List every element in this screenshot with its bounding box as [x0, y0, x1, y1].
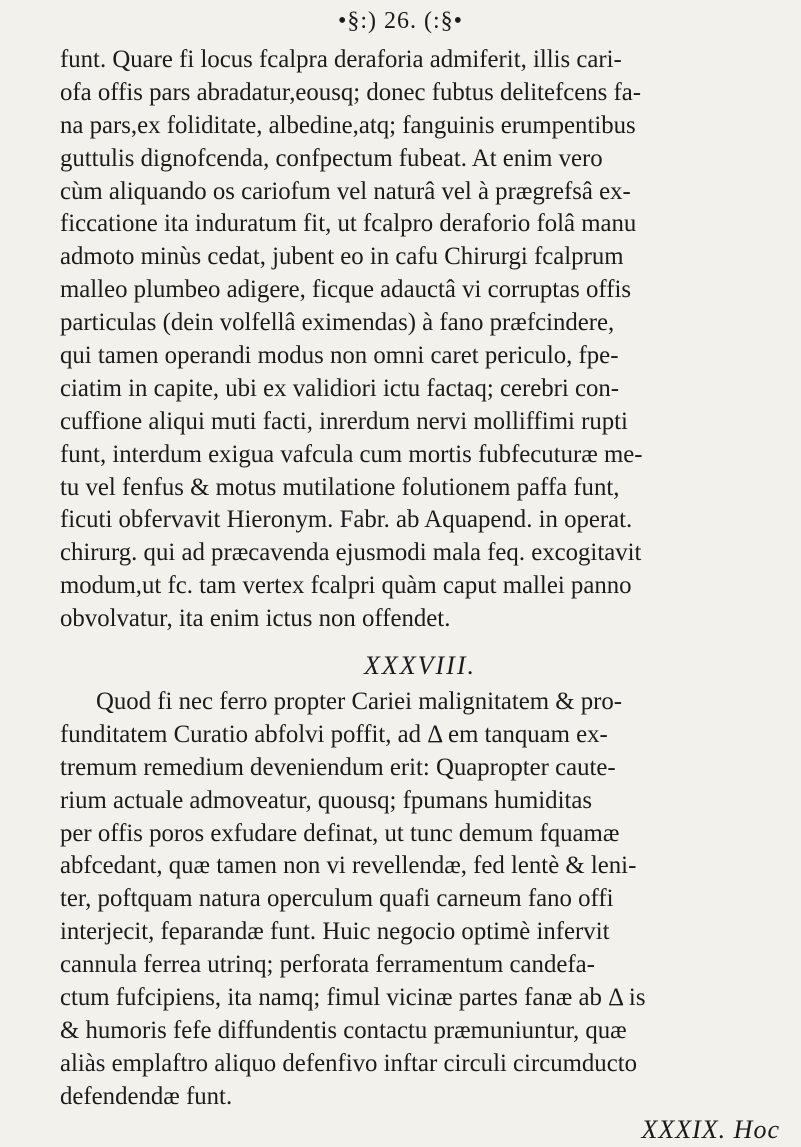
text-line: cuffione aliqui muti facti, inrerdum nervi molliffimi rupti: [60, 407, 628, 435]
text-line: chirurg. qui ad præcavenda ejusmodi mala feq. excogitavit: [60, 539, 642, 567]
text-line: funditatem Curatio abfolvi poffit, ad Δ em tanquam ex-: [60, 720, 608, 748]
text-line: funt, interdum exigua vafcula cum mortis fubfecuturæ me-: [60, 440, 643, 468]
text-line: modum,ut fc. tam vertex fcalpri quàm caput mallei panno: [60, 572, 632, 600]
text-line: malleo plumbeo adigere, ficque adauctâ vi corruptas offis: [60, 276, 632, 304]
text-line: interjecit, feparandæ funt. Huic negocio optimè infervit: [60, 918, 610, 946]
running-head: •§:) 26. (:§•: [337, 8, 464, 34]
text-line: ficcatione ita induratum fit, ut fcalpro deraforio folâ manu: [60, 210, 637, 238]
text-line: qui tamen operandi modus non omni caret periculo, fpe-: [60, 342, 619, 370]
text-line: cùm aliquando os cariofum vel naturâ vel à prægrefsâ ex-: [60, 177, 631, 205]
text-line: per offis poros exfudare definat, ut tunc demum fquamæ: [60, 819, 620, 847]
text-line: Quod fi nec ferro propter Cariei malignitatem & pro-: [96, 688, 623, 716]
text-line: tu vel fenfus & motus mutilatione folutionem paffa funt,: [60, 473, 620, 501]
text-line: aliàs emplaftro aliquo defenfivo inftar circuli circumducto: [60, 1049, 637, 1077]
text-line: ctum fufcipiens, ita namq; fimul vicinæ partes fanæ ab Δ is: [60, 984, 646, 1012]
text-line: admoto minùs cedat, jubent eo in cafu Chirurgi fcalprum: [60, 243, 624, 271]
text-line: abfcedant, quæ tamen non vi revellendæ, fed lentè & leni-: [60, 852, 637, 880]
text-line: guttulis dignofcenda, confpectum fubeat. At enim vero: [60, 144, 603, 172]
text-line: tremum remedium deveniendum erit: Quapropter caute-: [60, 753, 616, 781]
text-line: rium actuale admoveatur, quousq; fpumans humiditas: [60, 786, 593, 814]
text-line: na pars,ex foliditate, albedine,atq; fanguinis erumpentibus: [60, 111, 636, 139]
section-a: [60, 44, 780, 636]
text-line: ciatim in capite, ubi ex validiori ictu factaq; cerebri con-: [60, 374, 620, 402]
text-line: ter, poftquam natura operculum quafi carneum fano offi: [60, 885, 614, 913]
text-line: particulas (dein volfellâ eximendas) à fano præfcindere,: [60, 309, 615, 337]
section-heading: XXXVIII.: [363, 651, 476, 681]
text-line: cannula ferrea utrinq; perforata ferramentum candefa-: [60, 951, 595, 979]
text-line: defendendæ funt.: [60, 1082, 233, 1110]
text-block: [60, 44, 780, 1147]
section-b: [60, 686, 780, 1114]
catchword: XXXIX. Hoc: [641, 1114, 780, 1144]
text-line: ficuti obfervavit Hieronym. Fabr. ab Aquapend. in operat.: [60, 506, 633, 534]
text-line: & humoris fefe diffundentis contactu præmuniuntur, quæ: [60, 1016, 627, 1044]
text-line: obvolvatur, ita enim ictus non offendet.: [60, 605, 451, 633]
text-line: funt. Quare fi locus fcalpra deraforia admiferit, illis cari-: [60, 46, 622, 73]
text-line: ofa offis pars abradatur,eousq; donec fubtus delitefcens fa-: [60, 78, 642, 106]
